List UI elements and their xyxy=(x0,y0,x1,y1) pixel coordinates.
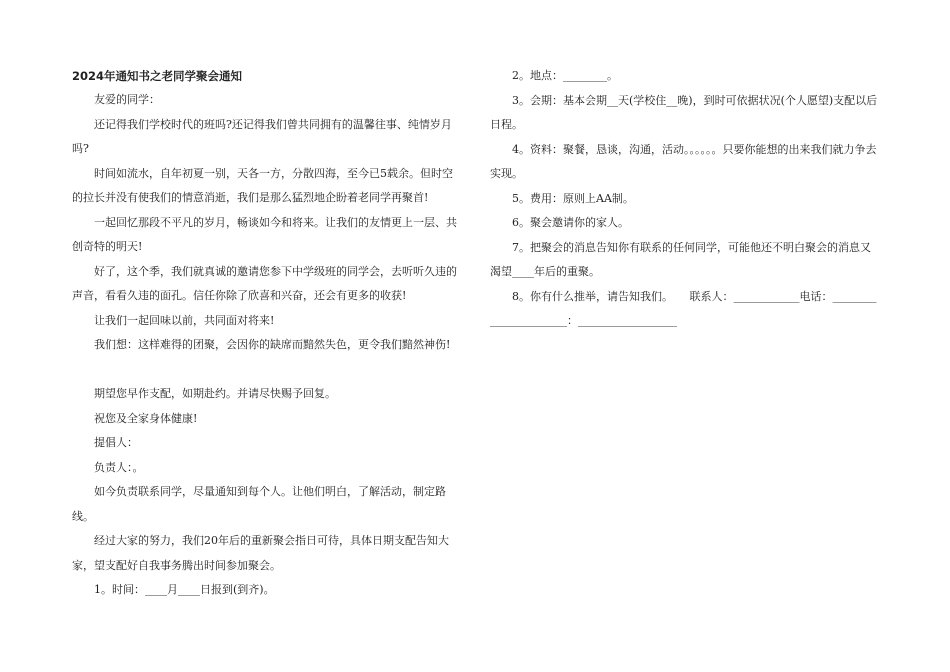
paragraph: 经过大家的努力，我们20年后的重新聚会指日可待，具体日期支配告知大家，望支配好自我事务腾出时间参加聚会。 xyxy=(72,534,449,572)
list-item-activities: 4。资料：聚餐，恳谈，沟通，活动。。。。。。只要你能想的出来我们就力争去实现。 xyxy=(490,142,877,180)
paragraph: 好了，这个季，我们就真诚的邀请您参下中学级班的同学会，去听听久违的声音，看看久违的面孔。信任你除了欣喜和兴奋，还会有更多的收获! xyxy=(72,264,457,302)
initiator-line: 提倡人： xyxy=(94,436,138,449)
list-item-duration: 3。会期：基本会期__天(学校住__晚)，到时可依据状况(个人愿望)支配以后日程。 xyxy=(490,93,878,131)
blank-line xyxy=(72,358,462,383)
paragraph: 让我们一起回味以前，共同面对将来! xyxy=(94,313,275,327)
list-item-contact: 8。你有什么推举，请告知我们。 联系人：____________电话：______________________：__________________ xyxy=(490,289,877,327)
closing-wish: 祝您及全家身体健康! xyxy=(94,411,198,425)
salutation: 友爱的同学： xyxy=(94,93,160,106)
list-item-spread-word: 7。把聚会的消息告知你有联系的任何同学，可能他还不明白聚会的消息又渴望____年后的重聚。 xyxy=(490,240,871,278)
list-item-family: 6。聚会邀请你的家人。 xyxy=(512,216,629,229)
list-item-location: 2。地点：________。 xyxy=(512,69,618,82)
left-column xyxy=(72,64,462,603)
paragraph: 还记得我们学校时代的班吗?还记得我们曾共同拥有的温馨往事、纯情岁月吗? xyxy=(72,117,452,155)
list-item-cost: 5。费用：原则上AA制。 xyxy=(512,191,634,205)
paragraph: 期望您早作支配，如期赴约。并请尽快赐予回复。 xyxy=(94,387,336,400)
right-column xyxy=(490,64,880,334)
document-title: 2024年通知书之老同学聚会通知 xyxy=(72,69,243,83)
paragraph: 时间如流水，自年初夏一别，天各一方，分散四海，至今已5载余。但时空的拉长并没有使我们的情意消逝，我们是那么猛烈地企盼着老同学再聚首! xyxy=(72,166,453,204)
paragraph: 我们想：这样难得的团聚，会因你的缺席而黯然失色，更令我们黯然神伤! xyxy=(94,338,451,351)
paragraph: 如今负责联系同学，尽量通知到每个人。让他们明白，了解活动，制定路线。 xyxy=(72,485,446,523)
paragraph: 一起回忆那段不平凡的岁月，畅谈如今和将来。让我们的友情更上一层、共创奇特的明天! xyxy=(72,215,457,253)
responsible-line: 负责人：。 xyxy=(94,460,144,474)
list-item-time: 1。时间：____月____日报到(到齐)。 xyxy=(94,583,275,596)
